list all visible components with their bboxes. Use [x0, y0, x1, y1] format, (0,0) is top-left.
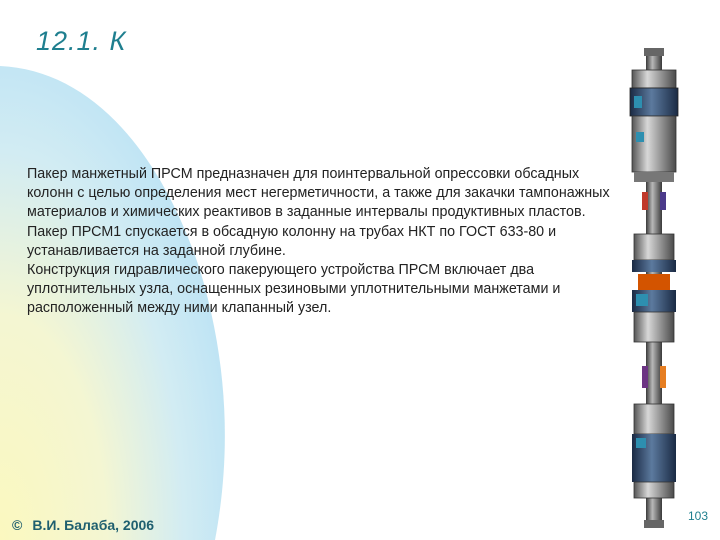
- slide-title: 12.1. К: [36, 26, 127, 56]
- paragraph-construction: Конструкция гидравлического пакерующего устройства ПРСМ включает два уплотнительных узла, оснащенных резиновыми уплотнительными манжетами и расположенный между ними клапанный узел.: [27, 262, 561, 317]
- paragraph-purpose: Пакер манжетный ПРСМ предназначен для поинтервальной опрессовки обсадных колонн с целью определения мест негерметичности, а также для закачки тампонажных материалов и химических реактивов в заданные интервалы продуктивных пластов.: [27, 166, 610, 221]
- paragraph-installation: Пакер ПРСМ1 спускается в обсадную колонну на трубах НКТ по ГОСТ 633-80 и устанавливается на заданной глубине.: [27, 223, 557, 259]
- footer-author: [12, 517, 154, 533]
- author-name: В.И. Балаба, 2006: [32, 517, 155, 533]
- page-number: 103: [688, 509, 709, 523]
- copyright-symbol: ©: [12, 517, 23, 533]
- packer-tool-illustration: [620, 48, 690, 528]
- body-text: [27, 165, 612, 319]
